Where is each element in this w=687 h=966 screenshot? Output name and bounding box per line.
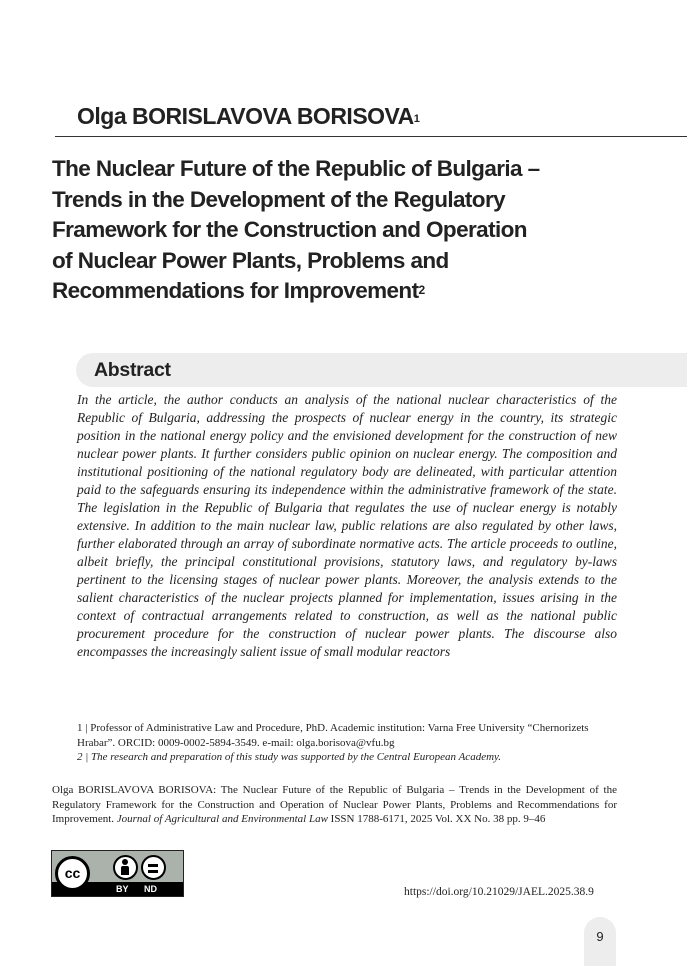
citation: Olga BORISLAVOVA BORISOVA: The Nuclear Future of the Republic of Bulgaria – Trends in the Development of the Regulatory Framework for the Construction and Operation of Nuclear Power Plants, Problems and Recommendations for Improvement. Journal of Agricultural and Environmental Law ISSN 1788-6171, 2025 Vol. XX No. 38 pp. 9–46 (52, 784, 617, 825)
article-title (52, 154, 612, 307)
cc-icon: cc (55, 856, 90, 891)
abstract-heading: Abstract (94, 359, 171, 381)
cc-license-badge[interactable] (51, 850, 184, 897)
author-name: Olga BORISLAVOVA BORISOVA$^1$ (77, 103, 420, 129)
title-line: Recommendations for Improvement$^2$ (52, 278, 425, 303)
footnote-1: 1 | Professor of Administrative Law and Procedure, PhD. Academic institution: Varna Free University “Chernorizets Hrabar”. ORCID: 0009-0002-5894-3549. e-mail: olga.borisova@vfu.bg (77, 722, 589, 749)
title-line: Trends in the Development of the Regulatory (52, 186, 506, 212)
equals-bar-bottom (148, 870, 158, 873)
footnote-2: 2 | The research and preparation of this study was supported by the Central European Academy. (77, 751, 502, 763)
title-line: Framework for the Construction and Operation (52, 217, 527, 242)
no-derivatives-icon (141, 855, 166, 880)
author-block (55, 100, 687, 137)
nd-label: ND (144, 884, 157, 894)
by-label: BY (116, 884, 129, 894)
title-line: The Nuclear Future of the Republic of Bulgaria – (52, 156, 540, 181)
person-head-shape (122, 859, 128, 865)
footnotes (77, 721, 617, 765)
attribution-icon (113, 855, 138, 880)
author-rule (55, 136, 687, 137)
page-number: 9 (596, 929, 604, 944)
abstract-text: In the article, the author conducts an analysis of the national nuclear characteristics of the Republic of Bulgaria, addressing the prospects of nuclear energy in the country, its strategic position in the national energy policy and the envisioned development for the construction of new nuclear power plants. It further considers public opinion on nuclear energy. The composition and institutional positioning of the national regulatory body are delineated, with particular attention paid to the safeguards ensuring its independence within the administrative framework of the state. The legislation in the Republic of Bulgaria that regulates the use of nuclear energy is notably extensive. In addition to the main nuclear law, public relations are also regulated by other laws, further elaborated through an array of subordinate normative acts. The article proceeds to outline, albeit briefly, the principal constitutional provisions, statutory laws, and regulatory by-laws pertinent to the licensing stages of nuclear power plants. Moreover, the analysis extends to the salient characteristics of the nuclear projects planned for implementation, issues arising in the context of contractual arrangements related to construction, as well as the national public procurement procedure for the construction of nuclear power plants. The discourse also encompasses the increasingly salient issue of small modular reactors (77, 392, 617, 659)
title-line: of Nuclear Power Plants, Problems and (52, 247, 449, 273)
author-footnote-mark[interactable]: 1 (413, 113, 420, 125)
person-body-shape (121, 866, 129, 875)
equals-bar-top (148, 864, 158, 867)
journal-name: Journal of Agricultural and Environmental Law (116, 813, 328, 825)
title-footnote-mark[interactable]: 2 (418, 283, 425, 297)
doi-link[interactable]: https://doi.org/10.21029/JAEL.2025.38.9 (404, 886, 594, 898)
